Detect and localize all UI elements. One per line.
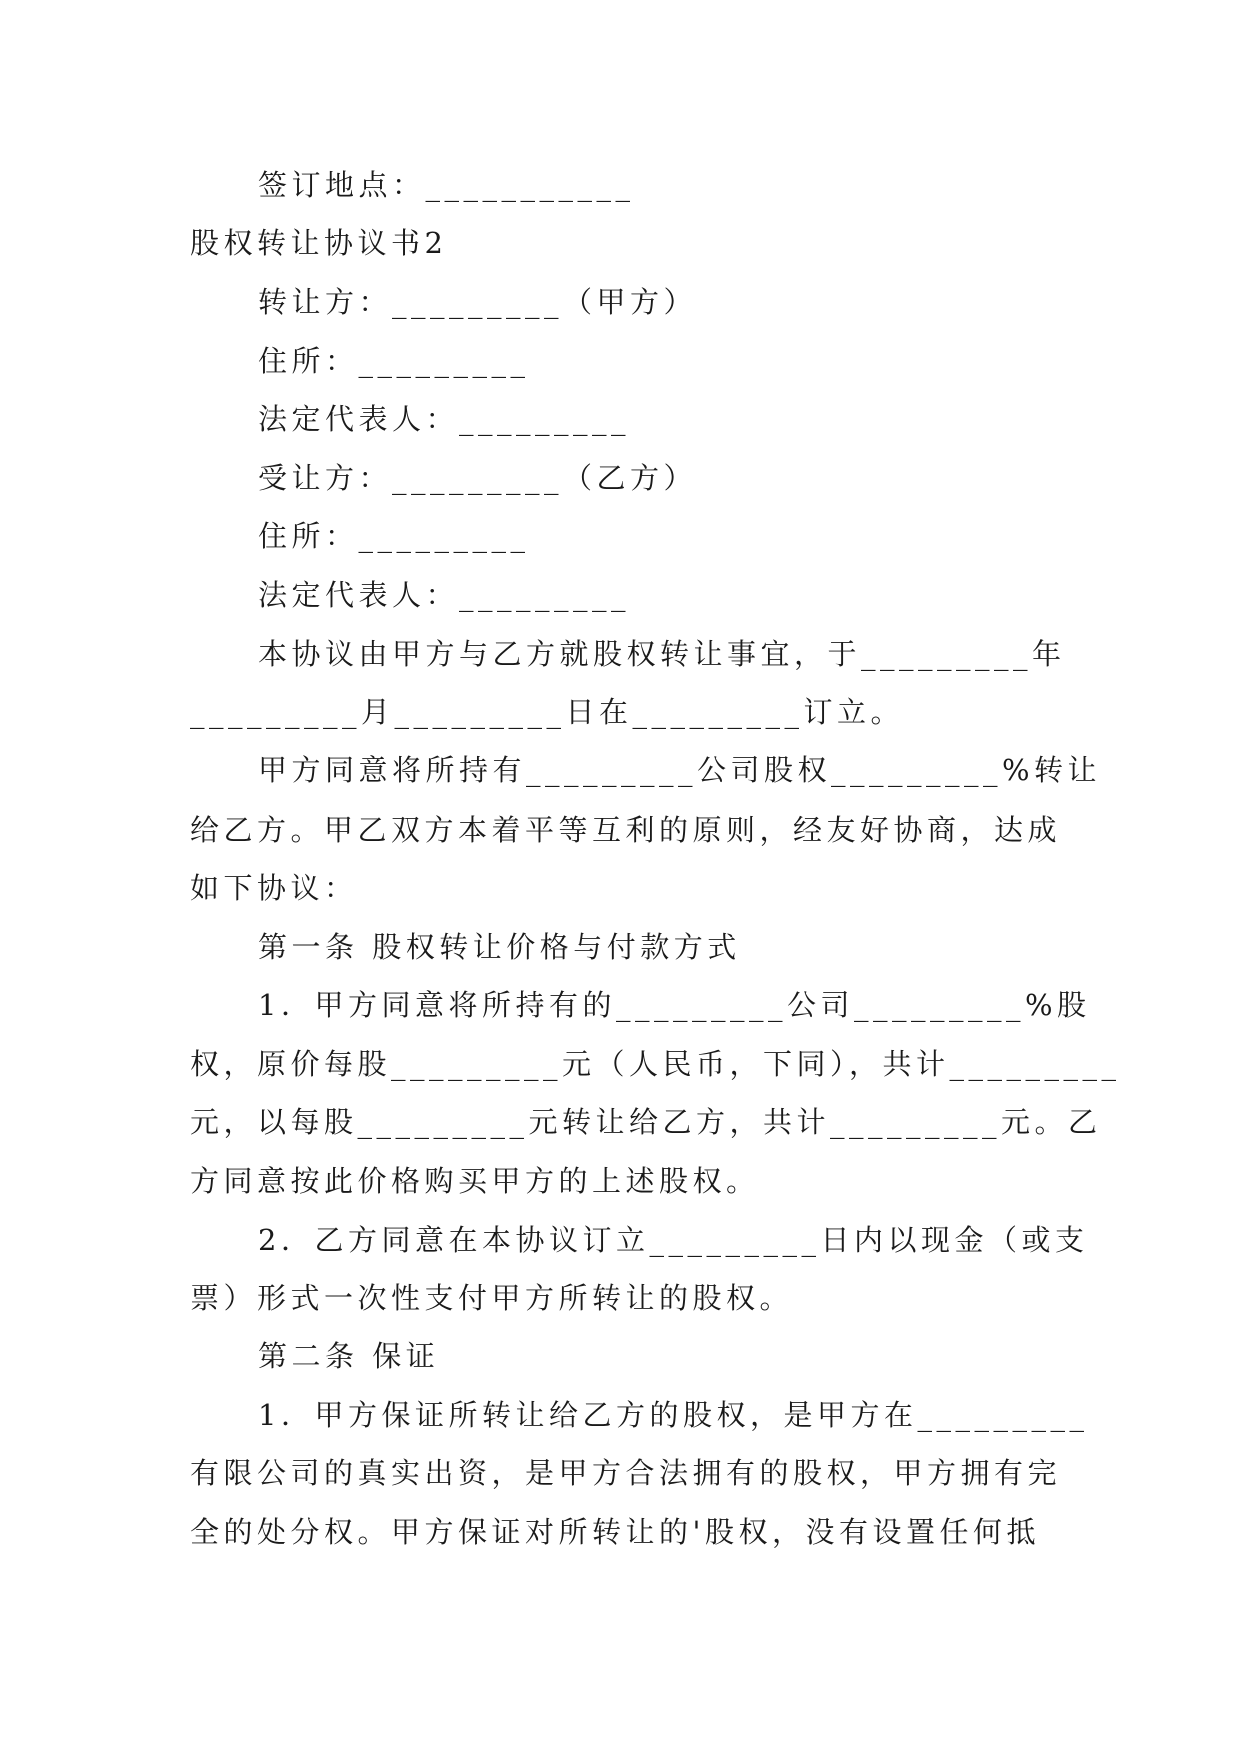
article-1-clause-2-line-2: 票）形式一次性支付甲方所转让的股权。	[190, 1281, 794, 1315]
article-1-clause-1-line-3: 元，以每股_________元转让给乙方，共计_________元。乙	[190, 1105, 1102, 1139]
signing-place-line: 签订地点：___________	[258, 168, 635, 202]
transferee-address-line: 住所：_________	[258, 519, 530, 553]
article-1-clause-2-line-1: 2．乙方同意在本协议订立_________日内以现金（或支	[258, 1223, 1089, 1257]
agreement-date-line-2: _________月_________日在_________订立。	[190, 695, 905, 729]
transferor-line: 转让方：_________（甲方）	[258, 285, 698, 319]
article-2-heading: 第二条 保证	[258, 1339, 440, 1373]
article-1-clause-1-line-1: 1．甲方同意将所持有的_________公司_________%股	[258, 988, 1091, 1022]
transferee-line: 受让方：_________（乙方）	[258, 461, 698, 495]
transferee-representative-line: 法定代表人：_________	[258, 578, 631, 612]
share-transfer-line-1: 甲方同意将所持有_________公司股权_________%转让	[258, 753, 1102, 787]
share-transfer-line-3: 如下协议：	[190, 871, 358, 905]
article-2-clause-1-line-3: 全的处分权。甲方保证对所转让的'股权，没有设置任何抵	[190, 1515, 1040, 1549]
article-2-clause-1-line-2: 有限公司的真实出资，是甲方合法拥有的股权，甲方拥有完	[190, 1456, 1062, 1490]
article-1-clause-1-line-4: 方同意按此价格购买甲方的上述股权。	[190, 1164, 760, 1198]
transferor-address-line: 住所：_________	[258, 344, 530, 378]
agreement-date-line-1: 本协议由甲方与乙方就股权转让事宜，于_________年	[258, 637, 1066, 671]
document-title: 股权转让协议书2	[190, 226, 448, 260]
transferor-representative-line: 法定代表人：_________	[258, 402, 631, 436]
article-1-clause-1-line-2: 权，原价每股_________元（人民币，下同），共计_________	[190, 1047, 1121, 1081]
article-1-heading: 第一条 股权转让价格与付款方式	[258, 930, 741, 964]
article-2-clause-1-line-1: 1．甲方保证所转让给乙方的股权，是甲方在_________	[258, 1398, 1089, 1432]
share-transfer-line-2: 给乙方。甲乙双方本着平等互利的原则，经友好协商，达成	[190, 813, 1062, 847]
